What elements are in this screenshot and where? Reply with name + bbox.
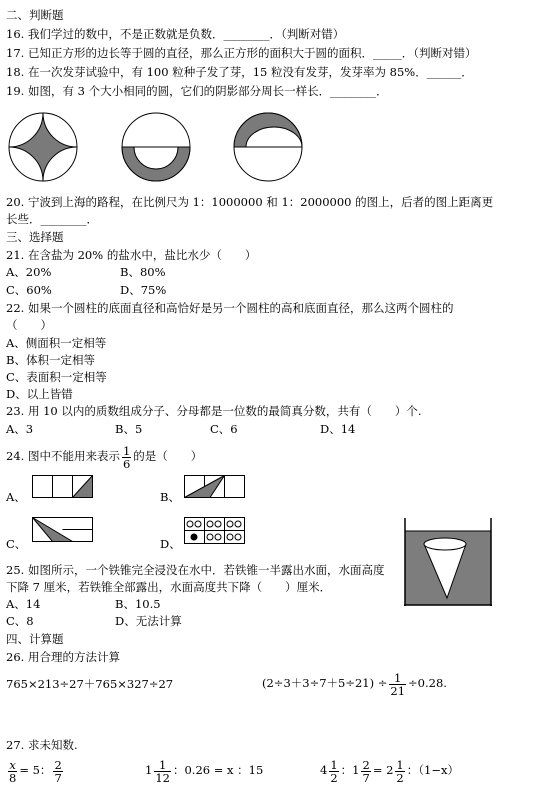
q23-option-d: D、14	[320, 422, 356, 436]
q27-e3-num3: 1	[396, 757, 404, 772]
q26-expr2-post: ÷0.28.	[408, 676, 447, 690]
section-title-choice: 三、选择题	[6, 230, 64, 244]
q27-e3-num2: 2	[362, 757, 370, 772]
q22-option-d: D、以上皆错	[6, 387, 73, 401]
q26-expr2-fraction	[389, 672, 406, 697]
q27-e1-num: x	[9, 757, 16, 772]
question-26: 26. 用合理的方法计算	[6, 650, 120, 664]
q26-expression-2	[262, 666, 447, 700]
q27-e2-den: 12	[155, 770, 170, 785]
question-25-line2: 下降 7 厘米，若铁锥全部露出，水面高度共下降（ ）厘米．	[6, 580, 332, 594]
q27-e3-fraction-3	[395, 759, 404, 784]
q27-e3-den: 2	[330, 770, 338, 785]
q19-circle-band	[122, 113, 190, 181]
q27-e2-whole: 1	[145, 763, 153, 777]
q22-option-c: C、表面积一定相等	[6, 370, 107, 384]
q27-equation-1	[6, 752, 65, 788]
q27-e3-den3: 2	[396, 770, 404, 785]
q27-e1-num2: 2	[54, 757, 62, 772]
q24-option-d: D、	[160, 537, 181, 551]
q19-circle-crescent	[234, 113, 302, 181]
question-27: 27. 求未知数.	[6, 738, 78, 752]
q27-e3-mid2: = 2	[372, 763, 394, 777]
q23-option-c: C、6	[210, 422, 238, 436]
q19-circles-figure	[6, 110, 306, 186]
q26-expr2-pre: (2÷3＋3÷7＋5÷21) ÷	[262, 676, 388, 690]
q27-e1-fraction	[8, 759, 17, 784]
q21-option-d: D、75%	[120, 283, 167, 297]
q26-expression-1: 765×213÷27＋765×327÷27	[6, 677, 174, 691]
q27-e2-num: 1	[154, 759, 171, 772]
q21-option-a: A、20%	[6, 265, 52, 279]
question-24	[6, 441, 202, 471]
q24-figure-c	[32, 517, 96, 544]
q27-e3-mid: ：1	[340, 763, 360, 777]
q27-e3-fraction	[329, 759, 338, 784]
q22-option-b: B、体积一定相等	[6, 353, 95, 367]
q25-option-c: C、8	[6, 614, 34, 628]
q27-e2-post: ：0.26 = x ：15	[172, 763, 264, 777]
q24-figure-b	[184, 475, 248, 500]
q23-option-b: B、5	[115, 422, 143, 436]
question-23: 23. 用 10 以内的质数组成分子、分母都是一位数的最简真分数，共有（ ）个.	[6, 404, 422, 418]
q27-e1-mid: = 5：	[19, 763, 52, 777]
q22-option-a: A、侧面积一定相等	[6, 336, 107, 350]
q24-fraction	[122, 445, 131, 470]
q24-option-c: C、	[6, 537, 27, 551]
q25-option-d: D、无法计算	[115, 614, 182, 628]
q27-equation-2	[145, 752, 263, 788]
q25-beaker-figure	[404, 518, 494, 608]
question-17: 17. 已知正方形的边长等于圆的直径，那么正方形的面积大于圆的面积．_____．（判断对错）	[6, 46, 477, 60]
question-25-line1: 25. 如图所示，一个铁锥完全浸没在水中．若铁锥一半露出水面，水面高度	[6, 563, 385, 577]
q27-e3-whole: 4	[320, 763, 328, 777]
q24-text-pre: 24. 图中不能用来表示	[6, 449, 120, 463]
q25-option-a: A、14	[6, 597, 41, 611]
q27-e1-den: 8	[9, 770, 17, 785]
q24-figure-a	[32, 475, 96, 500]
q21-option-c: C、60%	[6, 283, 52, 297]
q27-e3-post: ：（1−x）	[406, 763, 459, 777]
question-19: 19. 如图，有 3 个大小相同的圆，它们的阴影部分周长一样长．________．	[6, 84, 388, 98]
question-21: 21. 在含盐为 20% 的盐水中，盐比水少（ ）	[6, 248, 257, 262]
section-title-calculation: 四、计算题	[6, 632, 64, 646]
q27-e1-den2: 7	[54, 770, 62, 785]
q24-fraction-den: 6	[122, 456, 131, 471]
q23-option-a: A、3	[6, 422, 34, 436]
q27-e3-den2: 7	[362, 770, 370, 785]
question-20-line1: 20. 宁波到上海的路程，在比例尺为 1：1000000 和 1：2000000 的图上，后者的图上距离更	[6, 195, 494, 209]
q24-text-post: 的是（ ）	[133, 449, 203, 463]
q27-equation-3	[320, 752, 459, 788]
q25-option-b: B、10.5	[115, 597, 161, 611]
q27-e3-fraction-2	[361, 759, 370, 784]
q21-option-b: B、80%	[120, 265, 166, 279]
question-22-line1: 22. 如果一个圆柱的底面直径和高恰好是另一个圆柱的高和底面直径，那么这两个圆柱的	[6, 301, 454, 315]
q27-e2-fraction	[154, 759, 171, 784]
q24-option-a: A、	[6, 490, 26, 504]
q27-e1-fraction-2	[53, 759, 62, 784]
q26-expr2-den: 21	[390, 683, 406, 698]
q26-expr2-num: 1	[389, 672, 406, 685]
question-20-line2: 长些．________．	[6, 212, 98, 226]
q27-e3-num: 1	[330, 757, 338, 772]
q24-option-b: B、	[160, 490, 180, 504]
question-16: 16. 我们学过的数中，不是正数就是负数．________．（判断对错）	[6, 27, 345, 41]
section-title-judgement: 二、判断题	[6, 8, 64, 22]
q24-fraction-num: 1	[122, 443, 131, 458]
q19-circle-star	[9, 113, 77, 181]
question-22-line2: （ ）	[6, 318, 52, 332]
q24-figure-d	[184, 517, 248, 547]
question-18: 18. 在一次发芽试验中，有 100 粒种子发了芽，15 粒没有发芽，发芽率为 85%．______．	[6, 65, 473, 79]
